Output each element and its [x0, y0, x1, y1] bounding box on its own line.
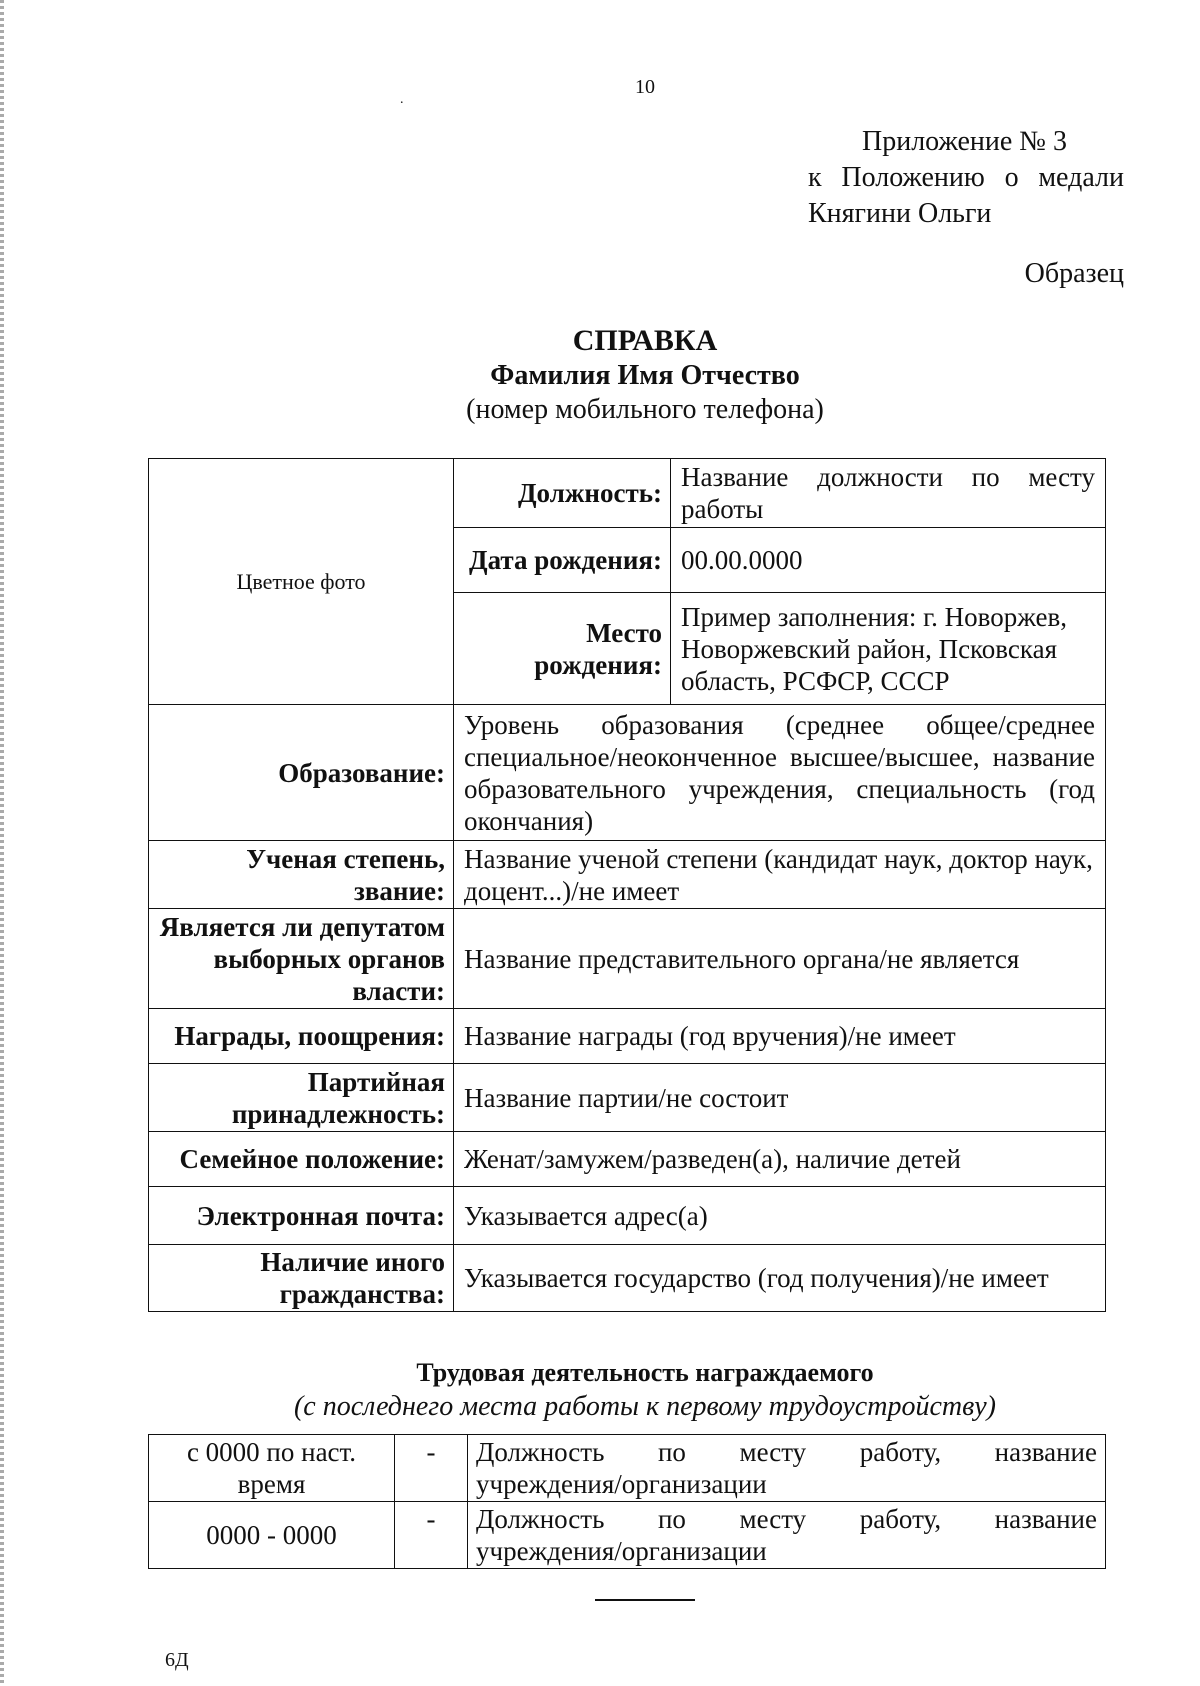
table-row [149, 841, 1106, 909]
appendix-line-1: Приложение № 3 [862, 126, 1067, 157]
appendix-word: Положению [841, 162, 985, 193]
appendix-word: медали [1038, 162, 1124, 193]
table-row [149, 1245, 1106, 1312]
phone-note: (номер мобильного телефона) [466, 394, 824, 425]
table-row [149, 1502, 1106, 1569]
sample-label: Образец [1024, 258, 1124, 289]
awards-label: Награды, поощрения: [149, 1009, 454, 1064]
appendix-line-3: Княгини Ольги [808, 198, 992, 229]
photo-label: Цветное фото [236, 568, 366, 594]
citizenship-value: Указывается государство (год получения)/не имеет [454, 1245, 1106, 1312]
work-table [148, 1434, 1106, 1569]
table-row [149, 909, 1106, 1009]
email-label: Электронная почта: [149, 1187, 454, 1245]
deputy-value: Название представительного органа/не является [454, 909, 1106, 1009]
birth-date-label: Дата рождения: [454, 528, 671, 593]
table-row [149, 1187, 1106, 1245]
table-row [149, 1435, 1106, 1502]
appendix-word: к [808, 162, 822, 193]
footer-code: 6Д [165, 1649, 189, 1671]
table-row [149, 705, 1106, 841]
work-period: с 0000 по наст. время [149, 1435, 395, 1502]
party-value: Название партии/не состоит [454, 1064, 1106, 1132]
deputy-label: Является ли депутатом выборных органов власти: [149, 909, 454, 1009]
work-dash: - [395, 1435, 468, 1502]
position-label: Должность: [454, 459, 671, 528]
work-title: Трудовая деятельность награждаемого [416, 1358, 874, 1387]
table-row [149, 1009, 1106, 1064]
table-row [149, 459, 1106, 528]
scan-edge [0, 0, 4, 1686]
title-block [0, 323, 1200, 427]
email-value: Указывается адрес(а) [454, 1187, 1106, 1245]
page-number: 10 [635, 76, 655, 98]
closing-rule [595, 1599, 695, 1601]
info-table [148, 458, 1106, 1312]
work-description [468, 1435, 1106, 1502]
appendix-line-2 [808, 160, 1124, 196]
work-description-line: учреждения/организации [476, 1469, 767, 1499]
appendix-block [808, 124, 1124, 232]
birth-place-value: Пример заполнения: г. Новоржев, Новоржевский район, Псковская область, РСФСР, СССР [671, 593, 1106, 705]
work-description-line: Должность по месту работу, название [476, 1504, 1097, 1534]
work-description [468, 1502, 1106, 1569]
birth-date-value: 00.00.0000 [671, 528, 1106, 593]
work-description-line: учреждения/организации [476, 1536, 767, 1566]
full-name-placeholder: Фамилия Имя Отчество [490, 360, 800, 391]
work-dash: - [395, 1502, 468, 1569]
work-description-line: Должность по месту работу, название [476, 1437, 1097, 1467]
family-value: Женат/замужем/разведен(а), наличие детей [454, 1132, 1106, 1187]
degree-label: Ученая степень, звание: [149, 841, 454, 909]
education-label: Образование: [149, 705, 454, 841]
family-label: Семейное положение: [149, 1132, 454, 1187]
photo-placeholder [149, 459, 454, 705]
scan-speck: . [400, 92, 404, 107]
degree-value: Название ученой степени (кандидат наук, доктор наук, доцент...)/не имеет [454, 841, 1106, 909]
table-row [149, 1132, 1106, 1187]
position-value: Название должности по месту работы [671, 459, 1106, 528]
table-row [149, 1064, 1106, 1132]
appendix-word: о [1004, 162, 1019, 193]
document-title: СПРАВКА [572, 324, 718, 357]
work-heading [0, 1356, 1200, 1424]
education-value: Уровень образования (среднее общее/среднее специальное/неоконченное высшее/высшее, название образовательного учреждения, специальность (год окончания) [454, 705, 1106, 841]
birth-place-label: Место рождения: [454, 593, 671, 705]
work-period: 0000 - 0000 [149, 1502, 395, 1569]
work-subtitle: (с последнего места работы к первому трудоустройству) [293, 1391, 996, 1422]
citizenship-label: Наличие иного гражданства: [149, 1245, 454, 1312]
party-label: Партийная принадлежность: [149, 1064, 454, 1132]
awards-value: Название награды (год вручения)/не имеет [454, 1009, 1106, 1064]
